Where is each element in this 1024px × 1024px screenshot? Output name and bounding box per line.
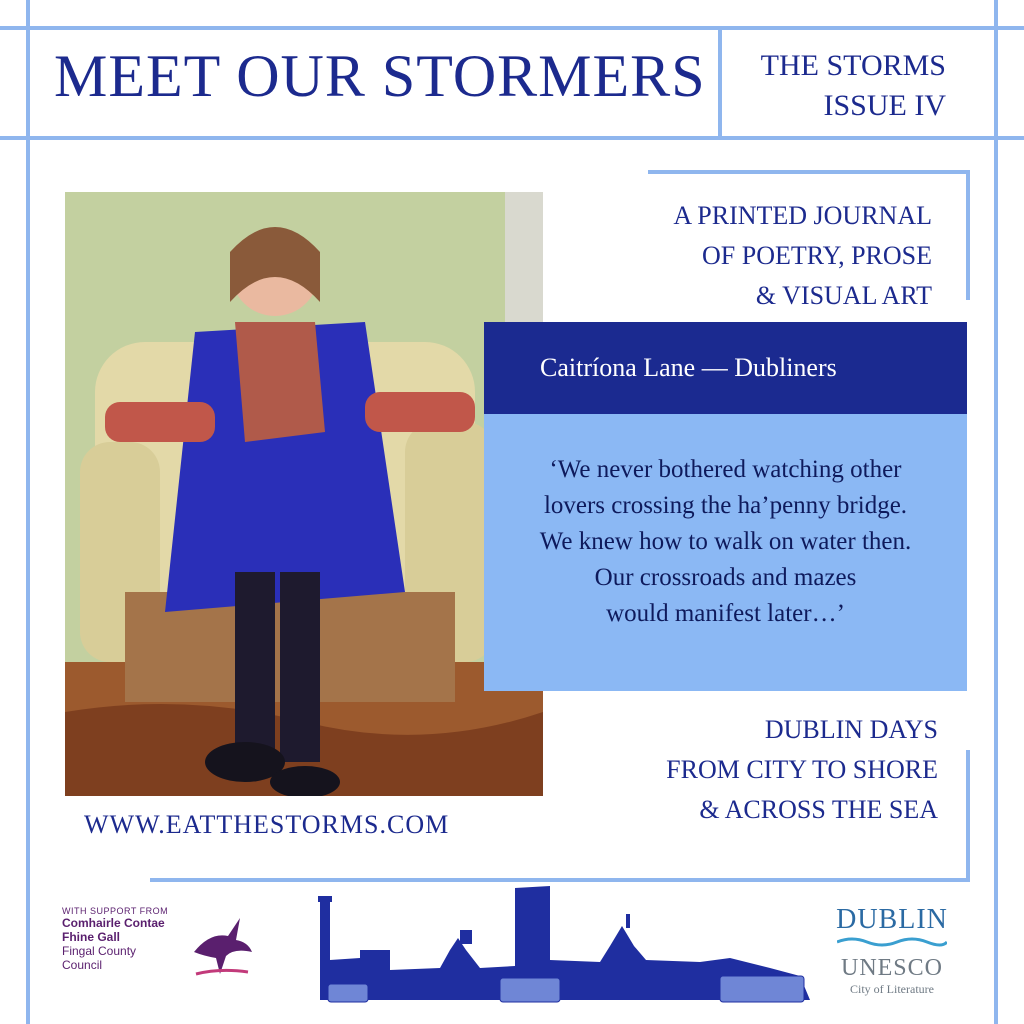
subtitle-line-2: FROM CITY TO SHORE bbox=[666, 755, 938, 784]
header-divider bbox=[718, 26, 722, 140]
portrait-photo bbox=[65, 192, 543, 796]
tagline-line-1: A PRINTED JOURNAL bbox=[673, 201, 932, 230]
unesco-dublin-label: DUBLIN bbox=[836, 904, 948, 935]
frame-line-top bbox=[0, 26, 1024, 30]
dublin-skyline-icon bbox=[300, 880, 820, 1010]
fingal-eagle-logo-icon bbox=[190, 912, 254, 982]
collection-subtitle bbox=[666, 710, 938, 830]
journal-tagline bbox=[673, 196, 932, 316]
quote-body bbox=[484, 414, 967, 691]
council-name-irish-2: Fhine Gall bbox=[62, 930, 121, 944]
tagline-line-3: & VISUAL ART bbox=[755, 281, 932, 310]
issue-line-1: THE STORMS bbox=[760, 49, 946, 82]
website-link[interactable]: WWW.EATTHESTORMS.COM bbox=[84, 810, 450, 839]
unesco-label: UNESCO bbox=[840, 955, 943, 981]
tagline-rule-top bbox=[648, 170, 970, 174]
issue-line-2: ISSUE IV bbox=[823, 89, 946, 122]
city-of-literature-label: City of Literature bbox=[850, 982, 934, 996]
frame-line-header-bottom bbox=[0, 136, 1024, 140]
tagline-rule-right bbox=[966, 170, 970, 300]
quote-line-5: would manifest later…’ bbox=[606, 600, 845, 627]
subtitle-line-1: DUBLIN DAYS bbox=[764, 715, 938, 744]
days-rule-right bbox=[966, 750, 970, 882]
quote-line-3: We knew how to walk on water then. bbox=[539, 528, 912, 555]
issue-label bbox=[761, 46, 946, 126]
quote-heading: Caitríona Lane — Dubliners bbox=[484, 322, 967, 414]
frame-line-left bbox=[26, 0, 30, 1024]
subtitle-line-3: & ACROSS THE SEA bbox=[699, 795, 938, 824]
page-title: MEET OUR STORMERS bbox=[54, 43, 706, 109]
support-credit bbox=[62, 906, 168, 972]
council-name-english-2: Council bbox=[62, 958, 103, 972]
quote-line-2: lovers crossing the ha’penny bridge. bbox=[543, 492, 908, 519]
council-name-irish-1: Comhairle Contae bbox=[62, 916, 165, 930]
wave-icon bbox=[837, 936, 947, 950]
frame-line-right bbox=[994, 0, 998, 1024]
unesco-city-of-literature-logo bbox=[832, 905, 952, 996]
support-label: WITH SUPPORT FROM bbox=[62, 906, 169, 916]
portrait-illustration bbox=[65, 192, 543, 796]
tagline-line-2: OF POETRY, PROSE bbox=[702, 241, 932, 270]
quote-line-1: ‘We never bothered watching other bbox=[549, 456, 902, 483]
council-name-english-1: Fingal County bbox=[62, 944, 137, 958]
quote-line-4: Our crossroads and mazes bbox=[594, 564, 857, 591]
